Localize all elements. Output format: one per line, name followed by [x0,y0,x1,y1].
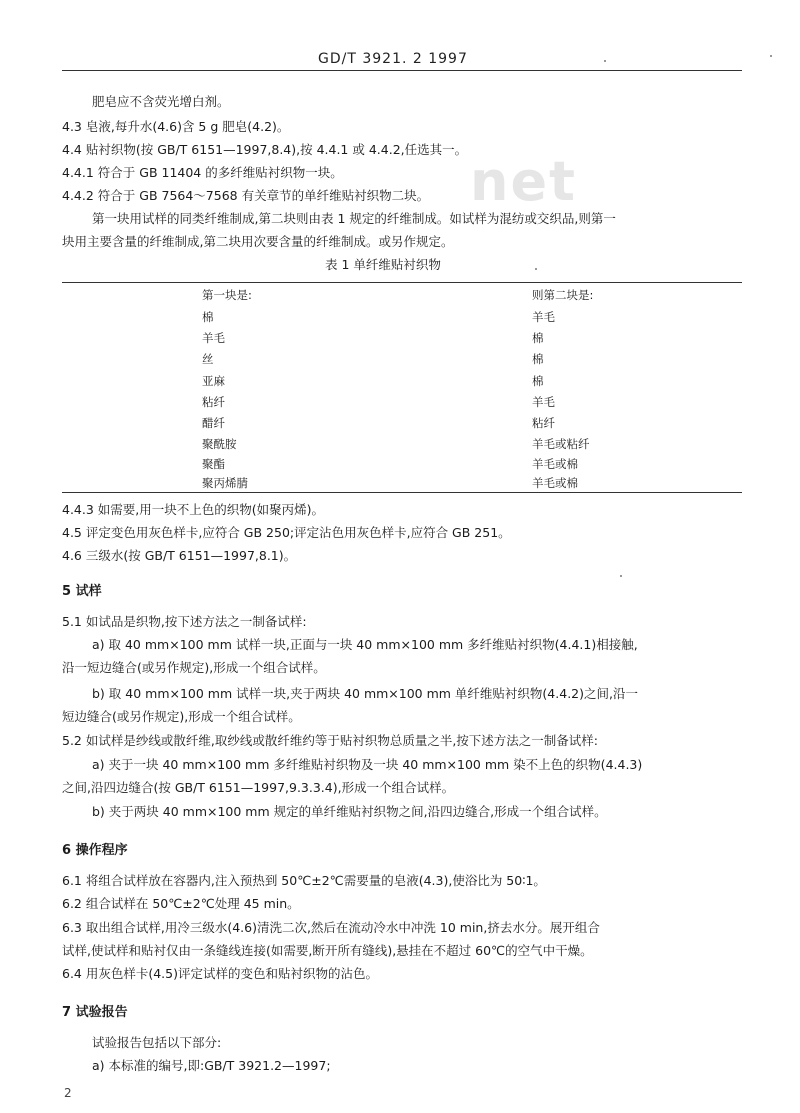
report-item-a: a) 本标准的编号,即:GB/T 3921.2—1997; [92,1058,331,1073]
clause-4-3: 4.3 皂液,每升水(4.6)含 5 g 肥皂(4.2)。 [62,119,290,134]
scan-speck [604,60,606,62]
table-cell: 棉 [532,331,544,345]
clause-5-2-a-cont: 之间,沿四边缝合(按 GB/T 6151—1997,9.3.3.4),形成一个组合试样。 [62,780,455,795]
standard-code-header: GD/T 3921. 2 1997 [318,51,468,67]
scan-speck [620,575,622,577]
clause-4-4-3: 4.4.3 如需要,用一块不上色的织物(如聚丙烯)。 [62,502,325,517]
clause-4-4-2: 4.4.2 符合于 GB 7564～7568 有关章节的单纤维贴衬织物二块。 [62,188,430,203]
table-cell: 羊毛 [532,310,555,324]
scan-speck [535,268,537,270]
clause-6-3-cont: 试样,使试样和贴衬仅由一条缝线连接(如需要,断开所有缝线),悬挂在不超过 60℃的空气中干燥。 [62,943,593,958]
table-cell: 羊毛或棉 [532,457,578,471]
table-header-first: 第一块是: [202,288,252,302]
table-cell: 羊毛或棉 [532,476,578,490]
table-cell: 棉 [532,374,544,388]
section-7-heading: 7 试验报告 [62,1005,128,1020]
fiber-table [62,282,742,493]
watermark: net [470,150,577,213]
clause-6-2: 6.2 组合试样在 50℃±2℃处理 45 min。 [62,896,300,911]
clause-6-3: 6.3 取出组合试样,用冷三级水(4.6)清洗二次,然后在流动冷水中冲洗 10 min,挤去水分。展开组合 [62,920,600,935]
table-cell: 羊毛或粘纤 [532,437,590,451]
paragraph-first-piece: 第一块用试样的同类纤维制成,第二块则由表 1 规定的纤维制成。如试样为混纺或交织品,则第一 [92,211,616,226]
clause-5-1-a: a) 取 40 mm×100 mm 试样一块,正面与一块 40 mm×100 mm 多纤维贴衬织物(4.4.1)相接触, [92,637,638,652]
table-cell: 粘纤 [202,395,225,409]
report-intro: 试验报告包括以下部分: [92,1035,222,1050]
paragraph-first-piece-cont: 块用主要含量的纤维制成,第二块用次要含量的纤维制成。或另作规定。 [62,234,454,249]
clause-5-2-a: a) 夹于一块 40 mm×100 mm 多纤维贴衬织物及一块 40 mm×100 mm 染不上色的织物(4.4.3) [92,757,643,772]
table-cell: 棉 [202,310,214,324]
header-rule [62,70,742,71]
table-cell: 丝 [202,352,214,366]
scan-speck [770,55,772,57]
clause-5-2-b: b) 夹于两块 40 mm×100 mm 规定的单纤维贴衬织物之间,沿四边缝合,形成一个组合试样。 [92,804,607,819]
table-cell: 聚酰胺 [202,437,237,451]
table-cell: 羊毛 [202,331,225,345]
clause-4-5: 4.5 评定变色用灰色样卡,应符合 GB 250;评定沾色用灰色样卡,应符合 GB 251。 [62,525,511,540]
clause-6-1: 6.1 将组合试样放在容器内,注入预热到 50℃±2℃需要量的皂液(4.3),使浴比为 50∶1。 [62,873,546,888]
section-5-heading: 5 试样 [62,584,102,599]
table-cell: 聚丙烯腈 [202,476,248,490]
table-title: 表 1 单纤维贴衬织物 [325,257,441,272]
clause-5-1-b-cont: 短边缝合(或另作规定),形成一个组合试样。 [62,709,301,724]
clause-4-4-1: 4.4.1 符合于 GB 11404 的多纤维贴衬织物一块。 [62,165,343,180]
table-cell: 粘纤 [532,416,555,430]
clause-6-4: 6.4 用灰色样卡(4.5)评定试样的变色和贴衬织物的沾色。 [62,966,378,981]
clause-5-1-a-cont: 沿一短边缝合(或另作规定),形成一个组合试样。 [62,660,326,675]
section-6-heading: 6 操作程序 [62,843,128,858]
paragraph-fluorescent: 肥皂应不含荧光增白剂。 [92,94,230,109]
clause-4-4: 4.4 贴衬织物(按 GB/T 6151—1997,8.4),按 4.4.1 或 4.4.2,任选其一。 [62,142,468,157]
table-cell: 羊毛 [532,395,555,409]
table-cell: 棉 [532,352,544,366]
table-cell: 聚酯 [202,457,225,471]
page-number: 2 [64,1086,72,1100]
clause-5-1: 5.1 如试品是织物,按下述方法之一制备试样: [62,614,307,629]
table-header-second: 则第二块是: [532,288,594,302]
clause-5-1-b: b) 取 40 mm×100 mm 试样一块,夹于两块 40 mm×100 mm 单纤维贴衬织物(4.4.2)之间,沿一 [92,686,638,701]
table-cell: 醋纤 [202,416,225,430]
clause-4-6: 4.6 三级水(按 GB/T 6151—1997,8.1)。 [62,548,297,563]
clause-5-2: 5.2 如试样是纱线或散纤维,取纱线或散纤维约等于贴衬织物总质量之半,按下述方法之一制备试样: [62,733,599,748]
table-cell: 亚麻 [202,374,225,388]
